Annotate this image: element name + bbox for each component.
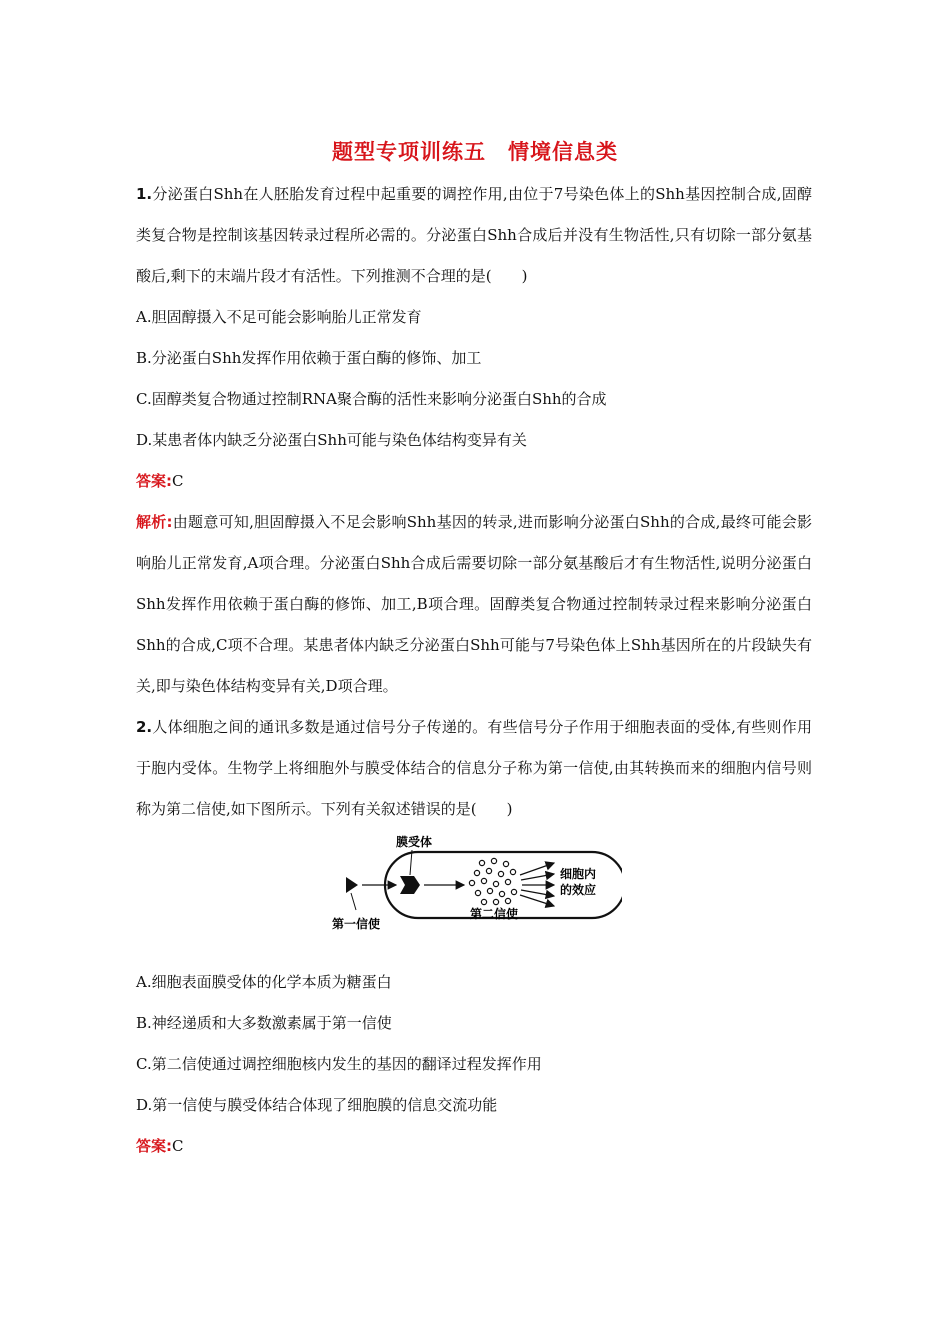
q1-option-c: C.固醇类复合物通过控制RNA聚合酶的活性来影响分泌蛋白Shh的合成 [136,390,607,408]
effect-arrows [520,863,554,906]
signal-diagram-svg [332,830,622,958]
q2-option-a: A.细胞表面膜受体的化学本质为糖蛋白 [136,973,392,991]
q2-stem-text: 人体细胞之间的通讯多数是通过信号分子传递的。有些信号分子作用于细胞表面的受体,有些则作用于胞内受体。生物学上将细胞外与膜受体结合的信息分子称为第一信使,由其转换而来的细胞内信号则称为第二信使,如下图所示。下列有关叙述错误的是( ) [136,718,812,818]
q1-stem-text: 分泌蛋白Shh在人胚胎发育过程中起重要的调控作用,由位于7号染色体上的Shh基因控制合成,固醇类复合物是控制该基因转录过程所必需的。分泌蛋白Shh合成后并没有生物活性,只有切除一部分氨基酸后,剩下的末端片段才有活性。下列推测不合理的是( ) [136,185,812,285]
q1-analysis [136,502,812,707]
q1-answer [136,461,812,502]
q1-answer-value: C [172,472,184,490]
q1-analysis-label: 解析: [136,513,173,531]
second-messenger-particles [469,858,516,904]
effect-label-line2: 的效应 [560,883,597,897]
second-messenger-label: 第二信使 [470,907,519,921]
membrane-receptor-shape [400,876,420,894]
q2-option-c: C.第二信使通过调控细胞核内发生的基因的翻译过程发挥作用 [136,1055,542,1073]
signal-diagram [136,830,812,962]
effect-label-line1: 细胞内 [560,867,597,881]
first-messenger-shape [346,877,358,893]
q2-option-d: D.第一信使与膜受体结合体现了细胞膜的信息交流功能 [136,1096,498,1114]
q1-option-d: D.某患者体内缺乏分泌蛋白Shh可能与染色体结构变异有关 [136,431,527,449]
q1-option-a: A.胆固醇摄入不足可能会影响胎儿正常发育 [136,308,422,326]
page-title: 题型专项训练五 情境信息类 [332,140,618,164]
q1-answer-label: 答案: [136,472,172,490]
first-messenger-pointer [351,893,356,910]
q1-number: 1. [136,185,153,203]
q1-option-b: B.分泌蛋白Shh发挥作用依赖于蛋白酶的修饰、加工 [136,349,482,367]
q1-analysis-text: 由题意可知,胆固醇摄入不足会影响Shh基因的转录,进而影响分泌蛋白Shh的合成,最终可能会影响胎儿正常发育,A项合理。分泌蛋白Shh合成后需要切除一部分氨基酸后才有生物活性,说明分泌蛋白Shh发挥作用依赖于蛋白酶的修饰、加工,B项合理。固醇类复合物通过控制转录过程来影响分泌蛋白Shh的合成,C项不合理。某患者体内缺乏分泌蛋白Shh可能与7号染色体上Shh基因所在的片段缺失有关,即与染色体结构变异有关,D项合理。 [136,513,812,695]
q2-answer-label: 答案: [136,1137,172,1155]
q1-stem [136,174,812,297]
q2-stem [136,707,812,830]
q2-answer [136,1126,812,1167]
content [136,174,812,1167]
q2-number: 2. [136,718,153,736]
membrane-receptor-label: 膜受体 [396,835,433,849]
first-messenger-label: 第一信使 [332,917,381,931]
q2-answer-value: C [172,1137,184,1155]
q2-option-b: B.神经递质和大多数激素属于第一信使 [136,1014,392,1032]
